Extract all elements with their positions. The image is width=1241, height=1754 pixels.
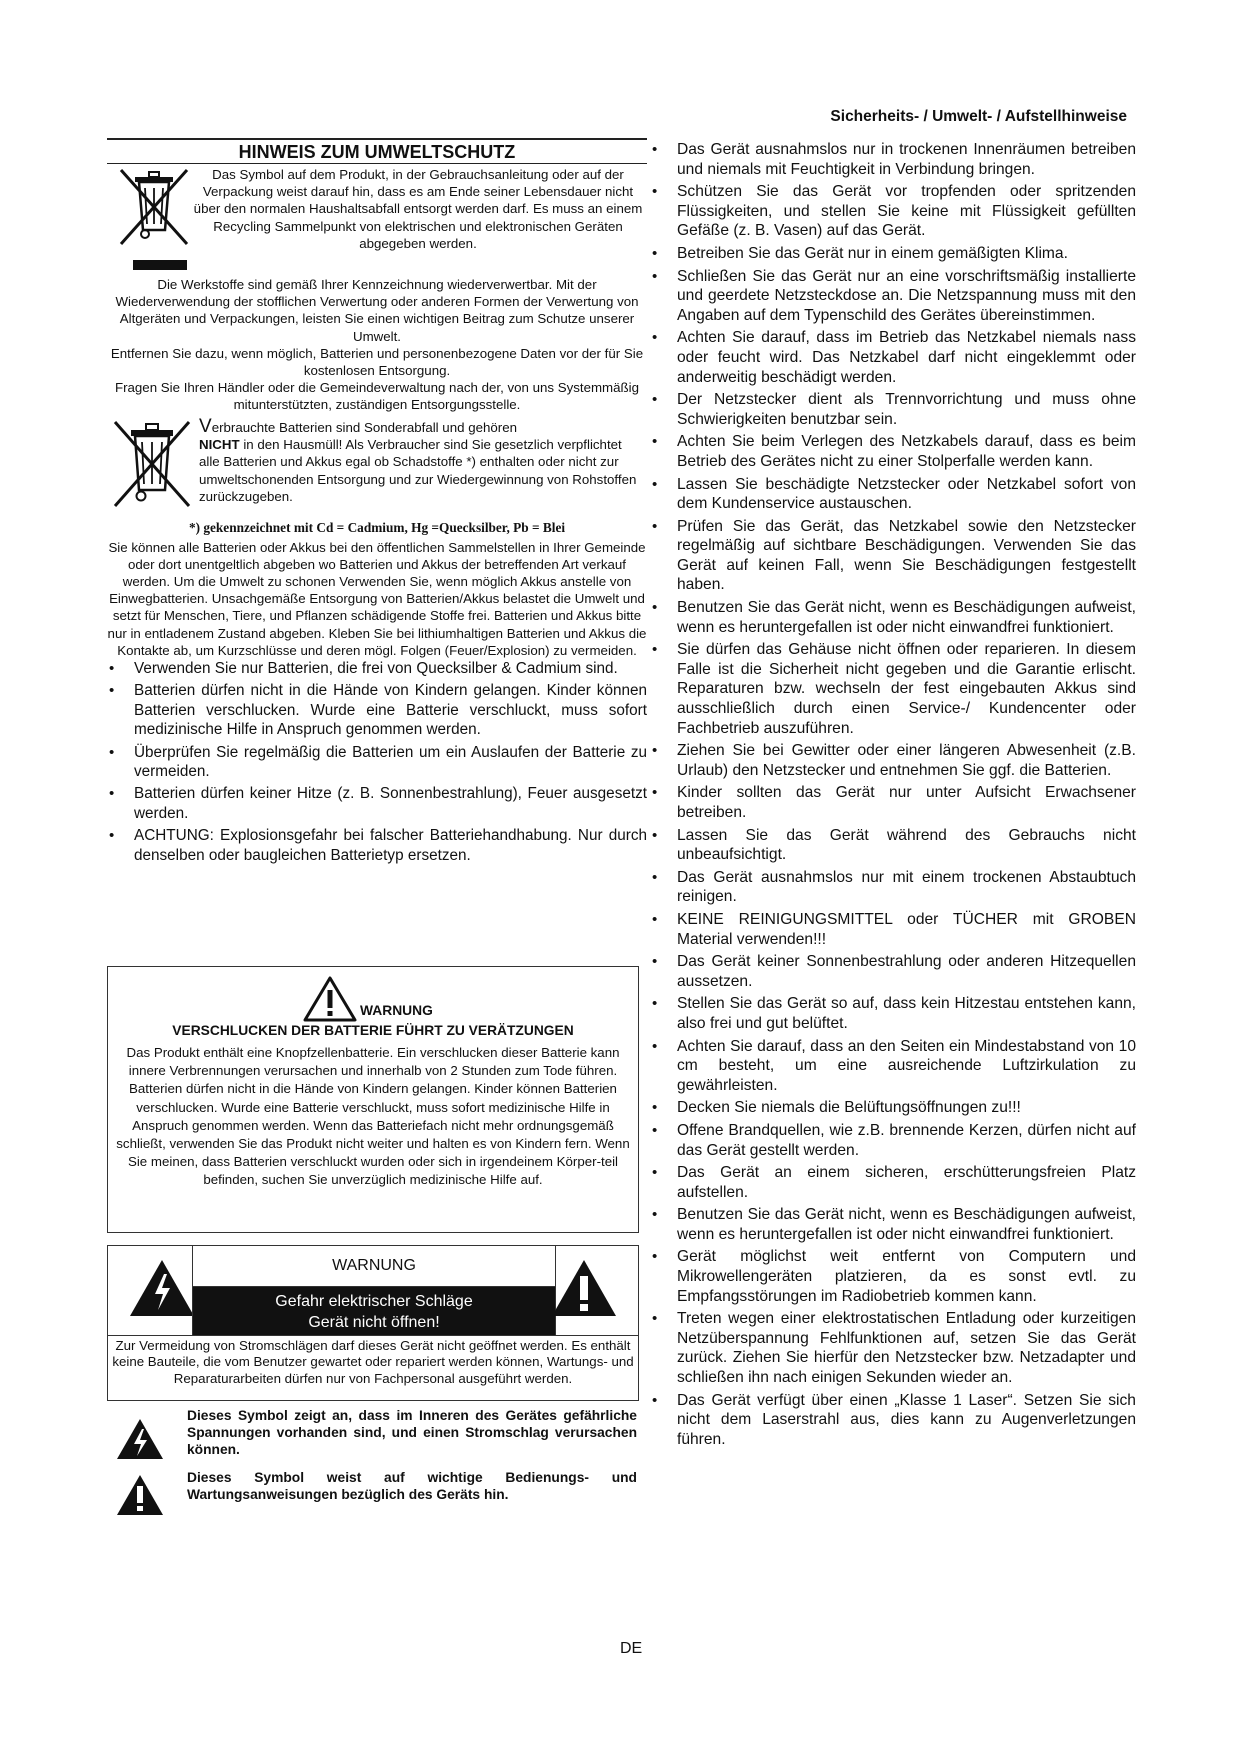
battery-warning-box	[107, 966, 639, 1233]
exclamation-symbol-text: Dieses Symbol weist auf wichtige Bedienungs- und Wartungsanweisungen bezüglich des Geräts hin.	[187, 1470, 637, 1502]
list-item: • Offene Brandquellen, wie z.B. brennende Kerzen, dürfen nicht auf das Gerät gestellt werden.	[650, 1121, 1136, 1160]
list-item: • Schließen Sie das Gerät nur an eine vorschriftsmäßig installierte und geerdete Netzsteckdose an. Die Netzspannung muss mit den Angaben auf dem Typenschild des Gerätes übereinstimmen.	[650, 267, 1136, 326]
lightning-triangle-icon	[128, 1258, 196, 1318]
list-item: • Batterien dürfen keiner Hitze (z. B. Sonnenbestrahlung), Feuer ausgesetzt werden.	[107, 784, 647, 823]
list-item: • Decken Sie niemals die Belüftungsöffnungen zu!!!	[650, 1098, 1136, 1118]
left-column	[107, 138, 647, 868]
page-language-marker: DE	[620, 1640, 643, 1657]
exclamation-triangle-icon	[115, 1473, 165, 1517]
ask-text: Fragen Sie Ihren Händler oder die Gemeindeverwaltung nach der, von uns Systemmäßig mitunterstützten, zuständigen Entsorgungsstelle.	[114, 380, 640, 413]
page-header-title: Sicherheits- / Umwelt- / Aufstellhinweise	[830, 108, 1127, 125]
electric-warning-heading: WARNUNG	[193, 1246, 555, 1287]
battery-bullet-list	[107, 659, 647, 865]
battery-text	[199, 415, 645, 506]
list-item: • Benutzen Sie das Gerät nicht, wenn es Beschädigungen aufweist, wenn es heruntergefallen ist oder nicht einwandfrei funktioniert.	[650, 598, 1136, 637]
list-item: • Betreiben Sie das Gerät nur in einem gemäßigten Klima.	[650, 244, 1136, 264]
list-item: • Lassen Sie das Gerät während des Gebrauchs nicht unbeaufsichtigt.	[650, 826, 1136, 865]
crossed-out-battery-bin-icon	[111, 418, 193, 510]
list-item: • KEINE REINIGUNGSMITTEL oder TÜCHER mit GROBEN Material verwenden!!!	[650, 910, 1136, 949]
remove-text: Entfernen Sie dazu, wenn möglich, Batterien und personenbezogene Daten vor der für Sie kostenlosen Entsorgung.	[110, 345, 644, 379]
list-item: • Das Gerät ausnahmslos nur mit einem trockenen Abstaubtuch reinigen.	[650, 868, 1136, 907]
battery-warning-body: Das Produkt enthält eine Knopfzellenbatterie. Ein verschlucken dieser Batterie kann innere Verbrennungen verursachen und innerhalb von 2 Stunden zum Tode führen. Batterien dürfen nicht in die Hände von Kindern gelangen. Kinder können Batterien verschlucken. Wurde eine Batterie verschluckt, muss sofort medizinische Hilfe in Anspruch genommen werden. Wenn das Batteriefach nicht mehr ordnungsgemäß schließt, verwenden Sie das Produkt nicht weiter und halten es von Kindern fern. Wenn Sie meinen, dass Batterien verschluckt wurden oder sich in irgendeinem Körper-teil befinden, suchen Sie unverzüglich medizinische Hilfe auf.	[116, 1045, 630, 1188]
list-item: • Schützen Sie das Gerät vor tropfenden oder spritzenden Flüssigkeiten, und stellen Sie keine mit Flüssigkeit gefüllten Gefäße (z. B. Vasen) auf das Gerät.	[650, 182, 1136, 241]
list-item: • Überprüfen Sie regelmäßig die Batterien um ein Auslaufen der Batterie zu vermeiden.	[107, 743, 647, 782]
list-item: • Batterien dürfen nicht in die Hände von Kindern gelangen. Kinder können Batterien verschlucken. Wurde eine Batterie verschluckt, muss sofort medizinische Hilfe in Anspruch genommen werden.	[107, 681, 647, 739]
electric-warning-black-panel	[193, 1287, 555, 1336]
list-item: • Treten wegen einer elektrostatischen Entladung oder kurzeitigen Netzüberspannung Fehlfunktionen auf, setzen Sie das Gerät zurück. Ziehen Sie hierfür den Netzstecker bzw. Netzadapter und schließen ihn nach einigen Sekunden wieder an.	[650, 1309, 1136, 1387]
battery-text-first-letter: V	[199, 415, 212, 437]
list-item: • Sie dürfen das Gehäuse nicht öffnen oder reparieren. In diesem Falle ist die Sicherheit nicht gegeben und die Garantie erlischt. Reparaturen bzw. wechseln der fest eingebauten Akkus sind ausschließlich durch einen Service-/ Kundencenter oder Fachbetrieb auszuführen.	[650, 640, 1136, 738]
electric-warning-center	[192, 1246, 556, 1335]
battery-warning-heading: WARNUNG	[360, 1003, 433, 1018]
list-item: • Das Gerät an einem sicheren, erschütterungsfreien Platz aufstellen.	[650, 1163, 1136, 1202]
warning-triangle-icon	[302, 975, 358, 1023]
environment-symbol-text: Das Symbol auf dem Produkt, in der Gebrauchsanleitung oder auf der Verpackung weist darauf hin, dass es am Ende seiner Lebensdauer nicht über den normalen Haushaltsabfall entsorgt werden darf. Es muss an einem Recycling Sammelpunkt von elektrischen und elektronischen Geräten abgegeben werden.	[193, 167, 643, 251]
environment-title: HINWEIS ZUM UMWELTSCHUTZ	[238, 142, 516, 162]
lightning-symbol-text: Dieses Symbol zeigt an, dass im Inneren des Gerätes gefährliche Spannungen vorhanden sind, und einen Stromschlag verursachen können.	[187, 1408, 637, 1457]
right-column	[650, 140, 1136, 1452]
list-item: • Das Gerät ausnahmslos nur in trockenen Innenräumen betreiben und niemals mit Feuchtigkeit in Verbindung bringen.	[650, 140, 1136, 179]
list-item: • Achten Sie darauf, dass an den Seiten ein Mindestabstand von 10 cm besteht, um eine ausreichende Luftzirkulation zu gewährleisten.	[650, 1037, 1136, 1096]
list-item: • Achten Sie beim Verlegen des Netzkabels darauf, dass es beim Betrieb des Gerätes nicht zu einer Stolperfalle werden kann.	[650, 432, 1136, 471]
list-item: • Stellen Sie das Gerät so auf, dass kein Hitzestau entstehen kann, also frei und gut belüftet.	[650, 994, 1136, 1033]
electric-warning-footer: Zur Vermeidung von Stromschlägen darf dieses Gerät nicht geöffnet werden. Es enthält keine Bauteile, die vom Benutzer gewartet oder repariert werden können, Wartungs- und Reparaturarbeiten dürfen nur von Fachpersonal ausgeführt werden.	[108, 1335, 638, 1387]
battery-text-rest: in den Hausmüll! Als Verbraucher sind Sie gesetzlich verpflichtet alle Batterien und Akkus egal ob Schadstoffe *) enthalten oder nicht zur umweltschonenden Entsorgung und zur Wiedergewinnung von Rohstoffen zurückzugeben.	[199, 437, 637, 505]
list-item: • Lassen Sie beschädigte Netzstecker oder Netzkabel sofort von dem Kundenservice austauschen.	[650, 475, 1136, 514]
battery-disposal-text: Sie können alle Batterien oder Akkus bei den öffentlichen Sammelstellen in Ihrer Gemeinde oder dort unentgeltlich abgeben wo Batterien und Akkus der betreffenden Art verkauf werden. Um die Umwelt zu schonen Verwenden Sie, wenn möglich Akkus anstelle von Einwegbatterien. Unsachgemäße Entsorgung von Batterien/Akkus belastet die Umwelt und setzt für Menschen, Tiere, und Pflanzen schädigende Stoffe frei. Batterien und Akkus bitte nur in entladenem Zustand abgeben. Kleben Sie bei lithiumhaltigen Batterien und Akkus die Kontakte ab, um Kurzschlüsse und deren mögl. Folgen (Feuer/Explosion) zu vermeiden.	[107, 539, 647, 658]
safety-bullet-list	[650, 140, 1136, 1449]
lightning-triangle-icon	[115, 1417, 165, 1461]
list-item: • Gerät möglichst weit entfernt von Computern und Mikrowellengeräten platzieren, da es sonst evtl. zu Empfangsstörungen im Radiobetrieb kommen kann.	[650, 1247, 1136, 1306]
list-item: • Kinder sollten das Gerät nur unter Aufsicht Erwachsener betreiben.	[650, 783, 1136, 822]
exclamation-symbol-row	[107, 1469, 647, 1519]
electric-warning-line-1: Gefahr elektrischer Schläge	[275, 1293, 473, 1310]
battery-text-bold: NICHT	[199, 437, 240, 453]
list-item: • Benutzen Sie das Gerät nicht, wenn es Beschädigungen aufweist, wenn es heruntergefallen ist oder nicht einwandfrei funktioniert.	[650, 1205, 1136, 1244]
materials-text: Die Werkstoffe sind gemäß Ihrer Kennzeichnung wiederverwertbar. Mit der Wiederverwendung der stofflichen Verwertung oder anderen Formen der Verwertung von Altgeräten und Verpackungen, leisten Sie einen wichtigen Beitrag zum Schutze unserer Umwelt.	[115, 277, 639, 344]
battery-legend: *) gekennzeichnet mit Cd = Cadmium, Hg =Quecksilber, Pb = Blei	[188, 519, 566, 535]
electric-warning-line-2: Gerät nicht öffnen!	[308, 1314, 440, 1331]
bin-underline-bar	[133, 260, 187, 270]
exclamation-triangle-icon	[550, 1258, 618, 1318]
list-item: • Verwenden Sie nur Batterien, die frei von Quecksilber & Cadmium sind.	[107, 659, 647, 678]
list-item: • ACHTUNG: Explosionsgefahr bei falscher Batteriehandhabung. Nur durch denselben oder baugleichen Batterietyp ersetzen.	[107, 826, 647, 865]
list-item: • Ziehen Sie bei Gewitter oder einer längeren Abwesenheit (z.B. Urlaub) den Netzstecker und entnehmen Sie ggf. die Batterien.	[650, 741, 1136, 780]
list-item: • Das Gerät verfügt über einen „Klasse 1 Laser“. Setzen Sie sich nicht dem Laserstrahl aus, dies kann zu Augenverletzungen führen.	[650, 1391, 1136, 1450]
battery-text-start: erbrauchte Batterien sind Sonderabfall und gehören	[211, 419, 517, 435]
list-item: • Das Gerät keiner Sonnenbestrahlung oder anderen Hitzequellen aussetzen.	[650, 952, 1136, 991]
list-item: • Achten Sie darauf, dass im Betrieb das Netzkabel niemals nass oder feucht wird. Das Netzkabel darf nicht eingeklemmt oder anderweitig beschädigt werden.	[650, 328, 1136, 387]
environment-symbol-row	[107, 164, 647, 268]
battery-symbol-row	[107, 415, 647, 514]
battery-warning-subheading: VERSCHLUCKEN DER BATTERIE FÜHRT ZU VERÄTZUNGEN	[172, 1023, 574, 1038]
lightning-symbol-row	[107, 1407, 647, 1467]
list-item: • Der Netzstecker dient als Trennvorrichtung und muss ohne Schwierigkeiten benutzbar sein.	[650, 390, 1136, 429]
list-item: • Prüfen Sie das Gerät, das Netzkabel sowie den Netzstecker regelmäßig auf sichtbare Beschädigungen. Verwenden Sie das Gerät auf keinen Fall, wenn Sie Beschädigungen festgestellt haben.	[650, 517, 1136, 595]
crossed-out-wheelie-bin-icon	[119, 168, 189, 246]
electric-warning-box	[107, 1245, 639, 1401]
